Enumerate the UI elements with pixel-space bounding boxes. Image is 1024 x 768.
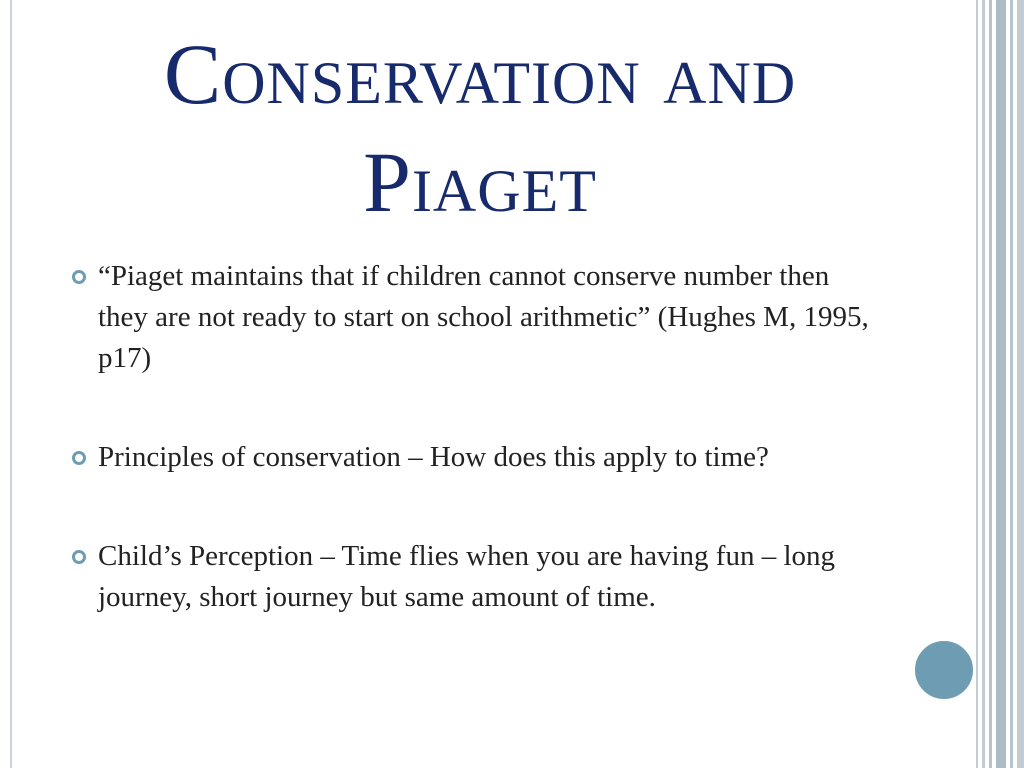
bullet-text: Child’s Perception – Time flies when you are having fun – long journey, short journey but same amount of time. [98,540,836,613]
right-stripes [976,0,1024,768]
stripe [976,0,978,768]
stripe [996,0,1006,768]
bullet-list [70,256,870,618]
bullet-item [70,256,870,379]
stripe [989,0,992,768]
circle-bullet-icon [72,451,86,465]
bullet-item [70,536,870,618]
bullet-item [70,437,870,478]
stripe [1010,0,1013,768]
left-border [0,0,12,768]
bullet-text: “Piaget maintains that if children cannot conserve number then they are not ready to start on school arithmetic” (Hughes M, 1995, p17) [98,260,869,374]
slide-title [30,20,930,236]
circle-bullet-icon [72,550,86,564]
circle-bullet-icon [72,270,86,284]
title-line-1: Conservation and [163,26,797,122]
stripe [1017,0,1024,768]
stripe [982,0,985,768]
title-line-2: Piaget [363,134,597,230]
circle-decoration [913,639,975,701]
bullet-text: Principles of conservation – How does this apply to time? [98,441,769,473]
